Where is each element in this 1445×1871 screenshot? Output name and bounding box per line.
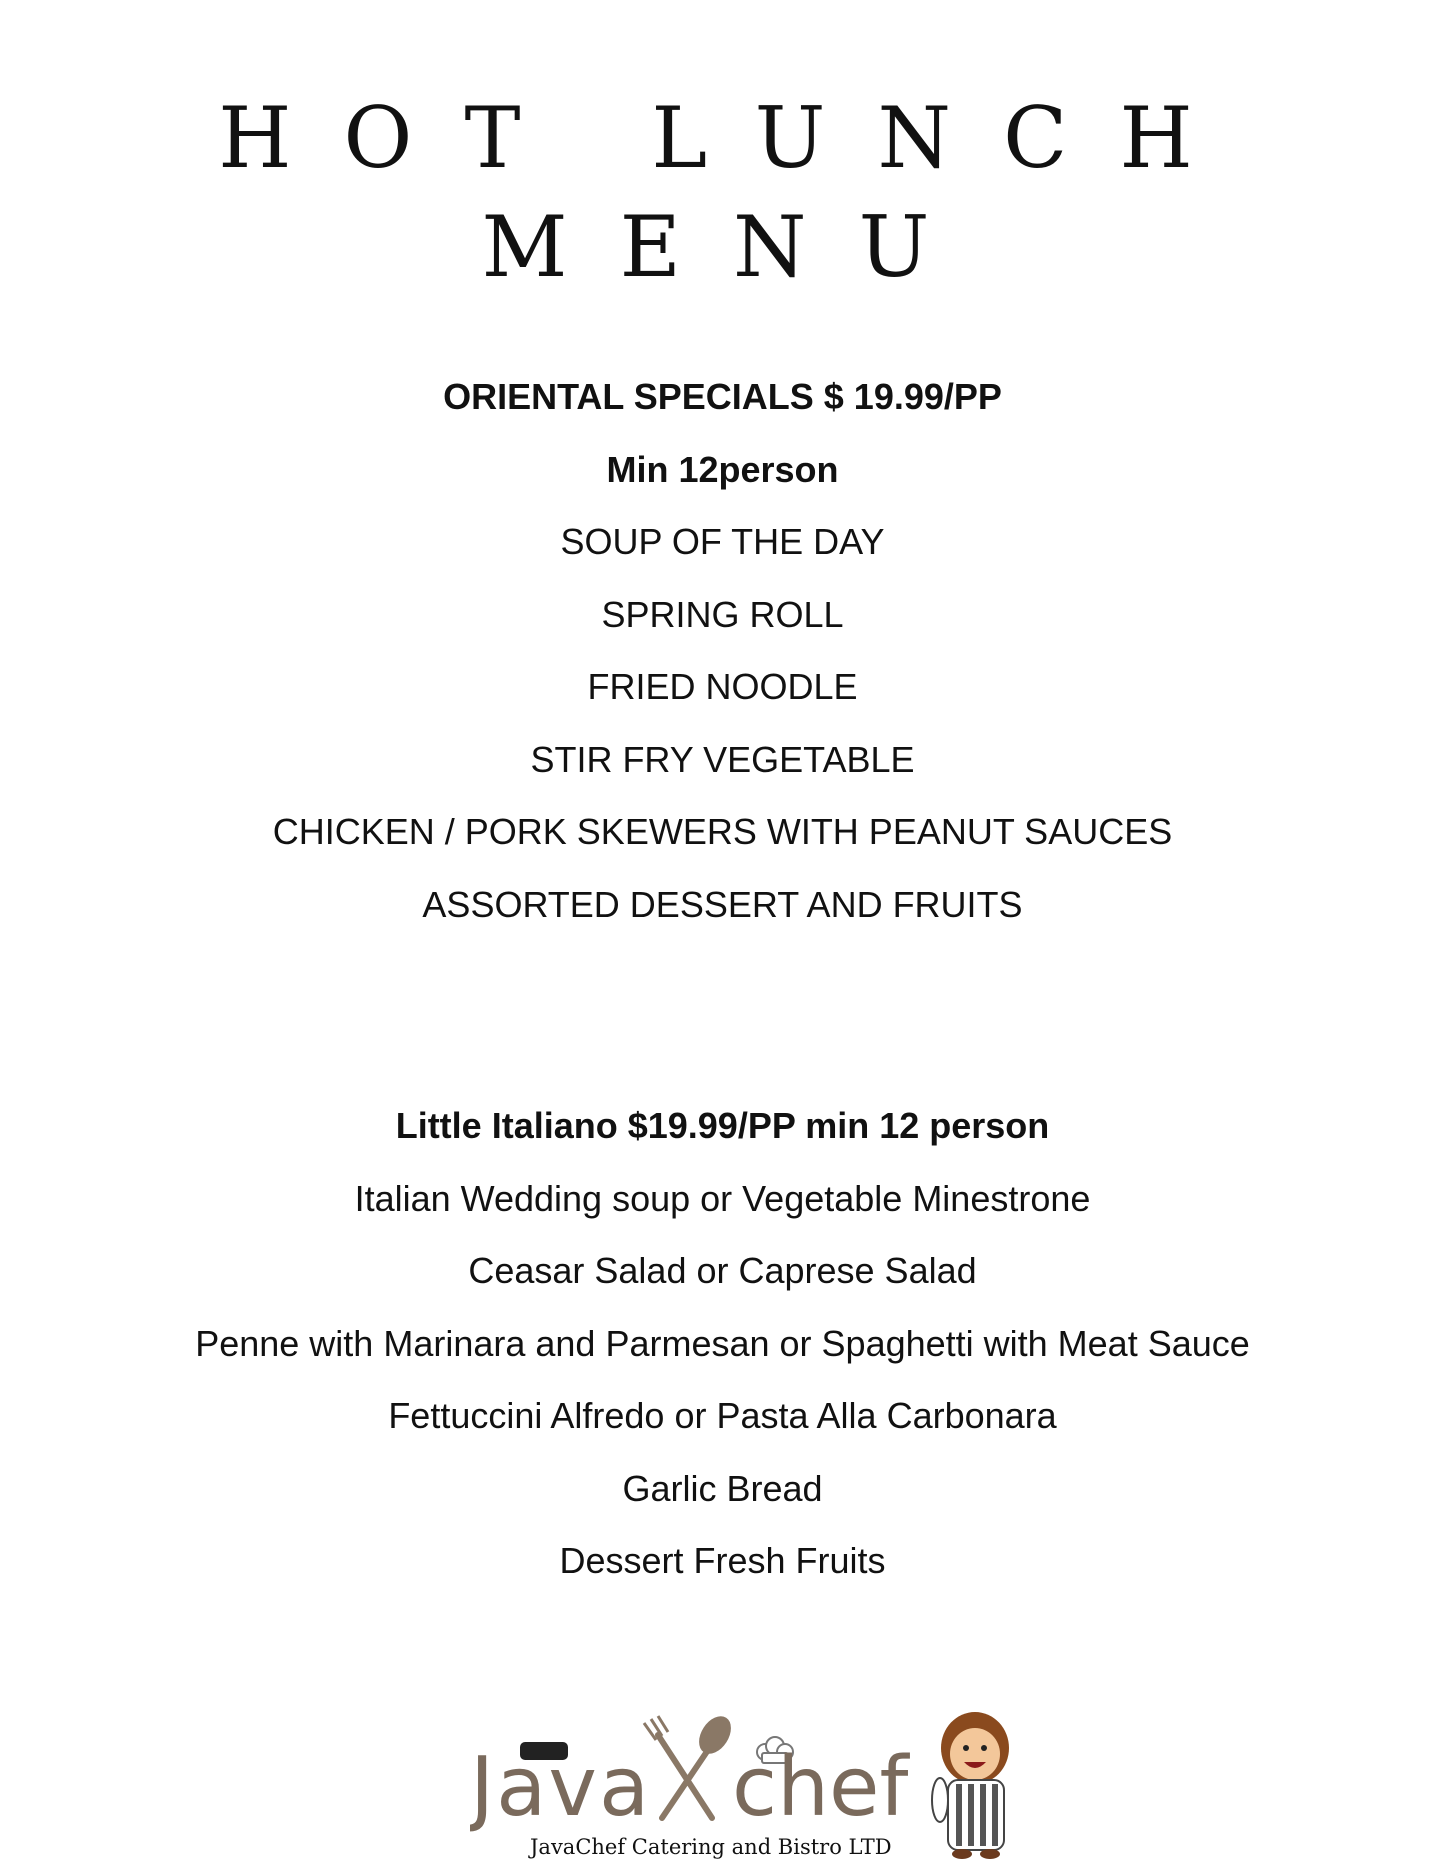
menu-item: STIR FRY VEGETABLE bbox=[530, 738, 915, 780]
oriental-specials-section bbox=[0, 361, 1445, 941]
menu-item: ASSORTED DESSERT AND FRUITS bbox=[422, 883, 1023, 925]
logo-tagline: JavaChef Catering and Bistro LTD bbox=[530, 1835, 892, 1859]
menu-item: Ceasar Salad or Caprese Salad bbox=[468, 1250, 977, 1291]
chef-mascot-icon bbox=[932, 1712, 1009, 1859]
wordmark-chef: chef bbox=[732, 1740, 909, 1835]
fork-spoon-cross-icon bbox=[644, 1711, 737, 1818]
menu-item: Dessert Fresh Fruits bbox=[559, 1540, 886, 1581]
menu-item: CHICKEN / PORK SKEWERS WITH PEANUT SAUCES bbox=[272, 811, 1173, 852]
wordmark-java: Java bbox=[470, 1740, 652, 1835]
page-title-line-2: MENU bbox=[481, 198, 982, 296]
menu-item: SPRING ROLL bbox=[601, 593, 844, 635]
page-title-line-1: HOT LUNCH bbox=[218, 89, 1245, 187]
section-heading: Little Italiano $19.99/PP min 12 person bbox=[395, 1105, 1050, 1146]
menu-item: Italian Wedding soup or Vegetable Minestrone bbox=[354, 1177, 1091, 1219]
menu-item: Garlic Bread bbox=[622, 1467, 823, 1509]
section-subheading: Min 12person bbox=[606, 448, 839, 490]
javachef-logo bbox=[470, 1690, 1070, 1865]
section-heading: ORIENTAL SPECIALS $ 19.99/PP bbox=[443, 376, 1002, 417]
little-italiano-section bbox=[0, 1090, 1445, 1598]
menu-item: SOUP OF THE DAY bbox=[560, 521, 885, 562]
menu-item: Fettuccini Alfredo or Pasta Alla Carbonara bbox=[388, 1395, 1057, 1436]
menu-item: FRIED NOODLE bbox=[587, 666, 858, 707]
menu-item: Penne with Marinara and Parmesan or Spaghetti with Meat Sauce bbox=[195, 1322, 1250, 1364]
